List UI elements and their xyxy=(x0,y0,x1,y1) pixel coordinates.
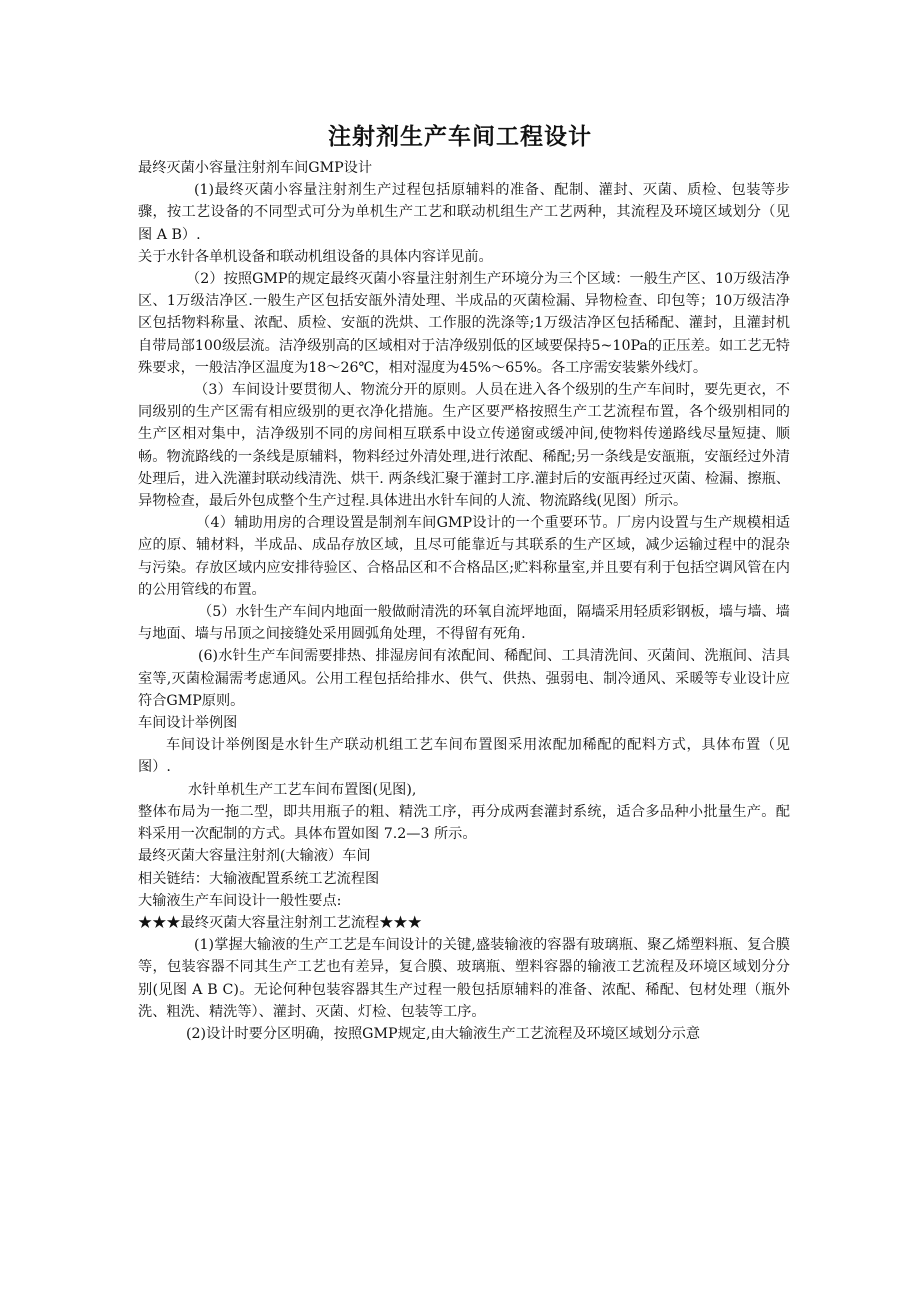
paragraph: (2)设计时要分区明确，按照GMP规定,由大输液生产工艺流程及环境区域划分示意 xyxy=(186,1025,701,1042)
paragraph: （2）按照GMP的规定最终灭菌小容量注射剂生产环境分为三个区域：一般生产区、10万级洁净区、1万级洁净区.一般生产区包括安瓿外清处理、半成品的灭菌检漏、异物检查、印包等；10万级洁净区包括物料称量、浓配、质检、安瓿的洗烘、工作服的洗涤等;1万级洁净区包括稀配、灌封，且灌封机自带局部100级层流。洁净级别高的区域相对于洁净级别低的区域要保持5~10Pa的正压差。如工艺无特殊要求，一般洁净区温度为18～26℃，相对湿度为45%～65%。各工序需安装紫外线灯。 xyxy=(138,271,790,376)
section-heading: 车间设计举例图 xyxy=(138,715,238,732)
paragraph: 水针单机生产工艺车间布置图(见图), xyxy=(188,781,417,798)
related-link-text: 相关链结：大输液配置系统工艺流程图 xyxy=(138,870,380,887)
paragraph: 关于水针各单机设备和联动机组设备的具体内容详见前。 xyxy=(138,248,493,265)
paragraph: (1)最终灭菌小容量注射剂生产过程包括原辅料的准备、配制、灌封、灭菌、质检、包装等步骤，按工艺设备的不同型式可分为单机生产工艺和联动机组生产工艺两种，其流程及环境区域划分（见图 A B）. xyxy=(138,182,790,243)
section-heading: 最终灭菌大容量注射剂(大输液）车间 xyxy=(138,848,371,865)
paragraph: 车间设计举例图是水针生产联动机组工艺车间布置图采用浓配加稀配的配料方式，具体布置（见图）. xyxy=(138,737,790,776)
paragraph: 整体布局为一拖二型，即共用瓶子的粗、精洗工序，再分成两套灌封系统，适合多品种小批量生产。配料采用一次配制的方式。具体布置如图 7.2—3 所示。 xyxy=(138,803,790,843)
section-heading: 最终灭菌小容量注射剂车间GMP设计 xyxy=(138,160,373,176)
paragraph: （3）车间设计要贯彻人、物流分开的原则。人员在进入各个级别的生产车间时，要先更衣，不同级别的生产区需有相应级别的更衣净化措施。生产区要严格按照生产工艺流程布置，各个级别相同的生产区相对集中，洁净级别不同的房间相互联系中设立传递窗或缓冲间,使物料传递路线尽量短捷、顺畅。物流路线的一条线是原辅料，物料经过外清处理,进行浓配、稀配;另一条线是安瓿瓶，安瓿经过外清处理后，进入洗灌封联动线清洗、烘干. 两条线汇聚于灌封工序.灌封后的安瓿再经过灭菌、检漏、擦瓶、异物检查，最后外包成整个生产过程.具体进出水针车间的人流、物流路线(见图）所示。 xyxy=(138,382,790,510)
paragraph: (6)水针生产车间需要排热、排湿房间有浓配间、稀配间、工具清洗间、灭菌间、洗瓶间、洁具室等,灭菌检漏需考虑通风。公用工程包括给排水、供气、供热、强弱电、制冷通风、采暖等专业设计应符合GMP原则。 xyxy=(138,648,790,709)
paragraph: (1)掌握大输液的生产工艺是车间设计的关键,盛装输液的容器有玻璃瓶、聚乙烯塑料瓶、复合膜等，包装容器不同其生产工艺也有差异，复合膜、玻璃瓶、塑料容器的输液工艺流程及环境区域划分分别(见图 A B C)。无论何种包装容器其生产过程一般包括原辅料的准备、浓配、稀配、包材处理（瓶外洗、粗洗、精洗等）、灌封、灭菌、灯检、包装等工序。 xyxy=(138,937,790,1020)
document-body xyxy=(138,157,790,1045)
paragraph: （5）水针生产车间内地面一般做耐清洗的环氧自流坪地面，隔墙采用轻质彩钢板，墙与墙、墙与地面、墙与吊顶之间接缝处采用圆弧角处理，不得留有死角. xyxy=(138,604,790,643)
paragraph: （4）辅助用房的合理设置是制剂车间GMP设计的一个重要环节。厂房内设置与生产规模相适应的原、辅材料，半成品、成品存放区域，且尽可能靠近与其联系的生产区域，减少运输过程中的混杂与污染。存放区域内应安排待验区、合格品区和不合格品区;贮料称量室,并且要有利于包括空调风管在内的公用管线的布置。 xyxy=(138,515,790,598)
document-title: 注射剂生产车间工程设计 xyxy=(328,124,592,150)
section-heading: 大输液生产车间设计一般性要点: xyxy=(138,892,342,909)
section-heading: ★★★最终灭菌大容量注射剂工艺流程★★★ xyxy=(138,914,422,931)
